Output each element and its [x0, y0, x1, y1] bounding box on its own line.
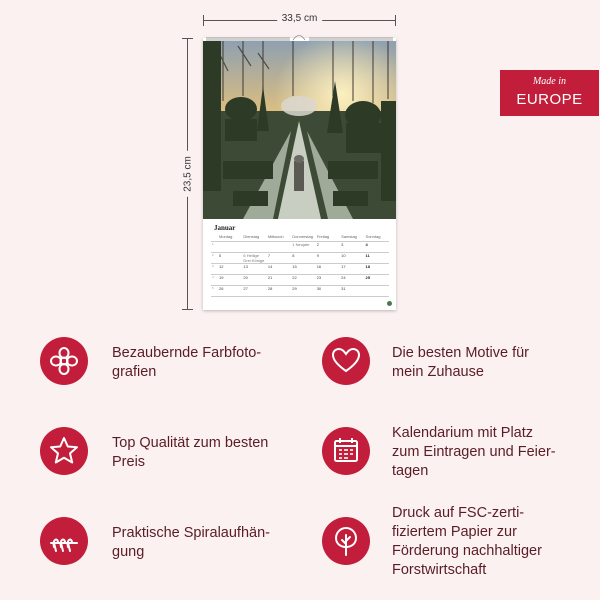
week-number: 5 [211, 286, 218, 297]
day-cell: 10 [340, 253, 364, 264]
week-number: 4 [211, 275, 218, 286]
width-label: 33,5 cm [277, 13, 323, 24]
height-dimension [181, 38, 195, 310]
day-cell: 12 [218, 264, 242, 275]
spiral-icon [40, 517, 88, 565]
day-cell: 3 [340, 242, 364, 253]
day-cell: 5 [218, 253, 242, 264]
day-cell: 14 [267, 264, 291, 275]
day-cell: 31 [340, 286, 364, 297]
star-icon [40, 427, 88, 475]
feature-text: Die besten Motive für mein Zuhause [392, 345, 530, 380]
day-cell: 6 Heilige Drei Könige [242, 253, 266, 264]
day-cell [218, 242, 242, 253]
tree-icon [322, 517, 370, 565]
badge-line1: Made in [532, 76, 567, 87]
day-cell: 19 [218, 275, 242, 286]
day-cell [365, 286, 389, 297]
day-cell: 23 [316, 275, 340, 286]
feature-text: Top Qualität zum besten Preis [112, 435, 269, 470]
weekday-label: Mittwoch [267, 234, 291, 242]
day-cell: 11 [365, 253, 389, 264]
day-cell: 27 [242, 286, 266, 297]
day-cell: 29 [291, 286, 315, 297]
made-in-europe-badge [500, 70, 599, 116]
weekday-label: Samstag [340, 234, 364, 242]
weekday-label: Freitag [316, 234, 340, 242]
day-cell: 4 [365, 242, 389, 253]
height-label: 23,5 cm [183, 151, 194, 197]
day-cell: 1 Neujahr [291, 242, 315, 253]
day-cell: 15 [291, 264, 315, 275]
feature-text: Praktische Spiralaufhän- gung [112, 525, 270, 560]
day-cell: 22 [291, 275, 315, 286]
week-number: 2 [211, 253, 218, 264]
day-cell: 21 [267, 275, 291, 286]
weekday-label: Montag [218, 234, 242, 242]
day-cell: 2 [316, 242, 340, 253]
calendar-product [203, 38, 396, 310]
feature-text: Druck auf FSC-zerti- fiziertem Papier zur Förderung nachhaltiger Forstwirtschaft [392, 505, 542, 578]
week-number: 1 [211, 242, 218, 253]
day-cell: 20 [242, 275, 266, 286]
weekday-label: Dienstag [242, 234, 266, 242]
feature-text: Bezaubernde Farbfoto- grafien [112, 345, 262, 380]
calendar-icon [322, 427, 370, 475]
day-cell: 7 [267, 253, 291, 264]
month-title: Januar [214, 224, 236, 232]
day-cell: 18 [365, 264, 389, 275]
publisher-logo [387, 301, 392, 306]
flower-icon [40, 337, 88, 385]
day-cell [242, 242, 266, 253]
day-cell: 17 [340, 264, 364, 275]
garden-photo [203, 41, 396, 219]
day-cell: 30 [316, 286, 340, 297]
day-cell: 9 [316, 253, 340, 264]
badge-line2: EUROPE [516, 91, 583, 108]
heart-icon [322, 337, 370, 385]
weekday-label: Sonntag [365, 234, 389, 242]
weekday-label: Donnerstag [291, 234, 315, 242]
day-cell: 28 [267, 286, 291, 297]
day-cell: 24 [340, 275, 364, 286]
day-cell: 16 [316, 264, 340, 275]
feature-text: Kalendarium mit Platz zum Eintragen und Feier- tagen [392, 425, 556, 479]
day-cell: 26 [218, 286, 242, 297]
calendar-grid [211, 234, 389, 297]
day-cell [267, 242, 291, 253]
day-cell: 25 [365, 275, 389, 286]
week-number: 3 [211, 264, 218, 275]
width-dimension [203, 14, 396, 28]
day-cell: 13 [242, 264, 266, 275]
day-cell: 8 [291, 253, 315, 264]
